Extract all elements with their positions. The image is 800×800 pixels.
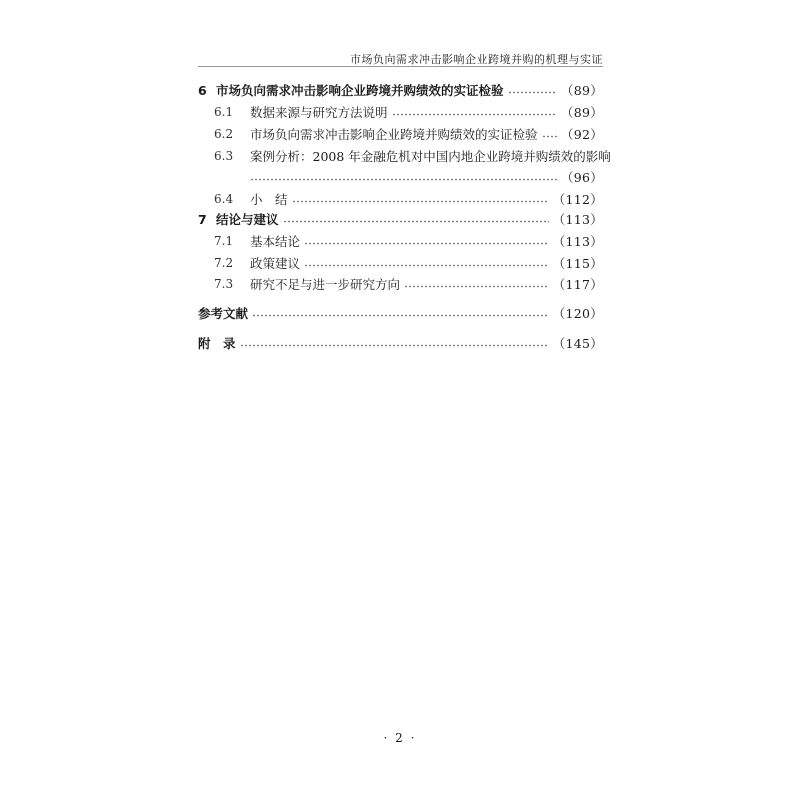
page-number: · 2 · bbox=[383, 731, 417, 745]
toc-page: （115） bbox=[552, 256, 603, 271]
header-rule bbox=[198, 66, 603, 67]
toc-page: （145） bbox=[552, 336, 603, 351]
toc-page: （112） bbox=[552, 192, 603, 207]
toc-page: （113） bbox=[552, 234, 603, 249]
toc-title: 政策建议 bbox=[250, 256, 301, 271]
toc-entry-6-3[interactable] bbox=[198, 147, 611, 165]
toc-title: 市场负向需求冲击影响企业跨境并购绩效的实证检验 bbox=[216, 83, 504, 98]
dot-leader bbox=[304, 236, 549, 246]
toc-number: 6.2 bbox=[214, 127, 234, 141]
toc-entry-references[interactable] bbox=[198, 304, 603, 322]
dot-leader bbox=[283, 214, 549, 224]
toc-entry-chapter-7[interactable] bbox=[198, 210, 603, 228]
toc-number: 7.2 bbox=[214, 256, 234, 270]
toc-title: 市场负向需求冲击影响企业跨境并购绩效的实证检验 bbox=[250, 127, 538, 142]
dot-leader bbox=[542, 129, 557, 139]
toc-page: （89） bbox=[560, 83, 603, 98]
toc-title: 结论与建议 bbox=[216, 212, 279, 227]
dot-leader bbox=[392, 107, 557, 117]
toc-page: （96） bbox=[560, 170, 603, 185]
dot-leader bbox=[252, 308, 549, 318]
toc-page: （117） bbox=[552, 277, 603, 292]
toc-page: （120） bbox=[552, 306, 603, 321]
toc-number: 7.3 bbox=[214, 277, 234, 291]
dot-leader bbox=[240, 338, 549, 348]
toc-entry-7-2[interactable] bbox=[198, 254, 603, 272]
toc-entry-6-3-continuation[interactable] bbox=[198, 168, 603, 186]
dot-leader bbox=[404, 279, 549, 289]
toc-number: 6.4 bbox=[214, 192, 234, 206]
toc-number: 7.1 bbox=[214, 234, 234, 248]
toc-entry-6-1[interactable] bbox=[198, 103, 603, 121]
toc-number: 6.1 bbox=[214, 105, 234, 119]
toc-title: 研究不足与进一步研究方向 bbox=[250, 277, 401, 292]
toc-title: 附 录 bbox=[198, 336, 236, 351]
dot-leader bbox=[508, 85, 557, 95]
toc-entry-7-3[interactable] bbox=[198, 275, 603, 293]
toc-title: 基本结论 bbox=[250, 234, 301, 249]
running-head: 市场负向需求冲击影响企业跨境并购的机理与实证 bbox=[350, 53, 603, 66]
toc-page: （89） bbox=[560, 105, 603, 120]
toc-page: （92） bbox=[560, 127, 603, 142]
dot-leader bbox=[250, 172, 557, 182]
toc-entry-6-2[interactable] bbox=[198, 125, 603, 143]
toc-entry-6-4[interactable] bbox=[198, 190, 603, 208]
dot-leader bbox=[304, 258, 549, 268]
toc-entry-appendix[interactable] bbox=[198, 334, 603, 352]
dot-leader bbox=[292, 194, 549, 204]
toc-number: 6.3 bbox=[214, 149, 234, 163]
toc-entry-chapter-6[interactable] bbox=[198, 81, 603, 99]
toc-title: 案例分析：2008 年金融危机对中国内地企业跨境并购绩效的影响 bbox=[250, 149, 611, 164]
toc-entry-7-1[interactable] bbox=[198, 232, 603, 250]
toc-number: 7 bbox=[198, 211, 207, 227]
toc-title: 小 结 bbox=[250, 192, 288, 207]
toc-title: 参考文献 bbox=[198, 306, 249, 321]
toc-page: （113） bbox=[552, 212, 603, 227]
toc-number: 6 bbox=[198, 82, 207, 98]
toc-title: 数据来源与研究方法说明 bbox=[250, 105, 388, 120]
